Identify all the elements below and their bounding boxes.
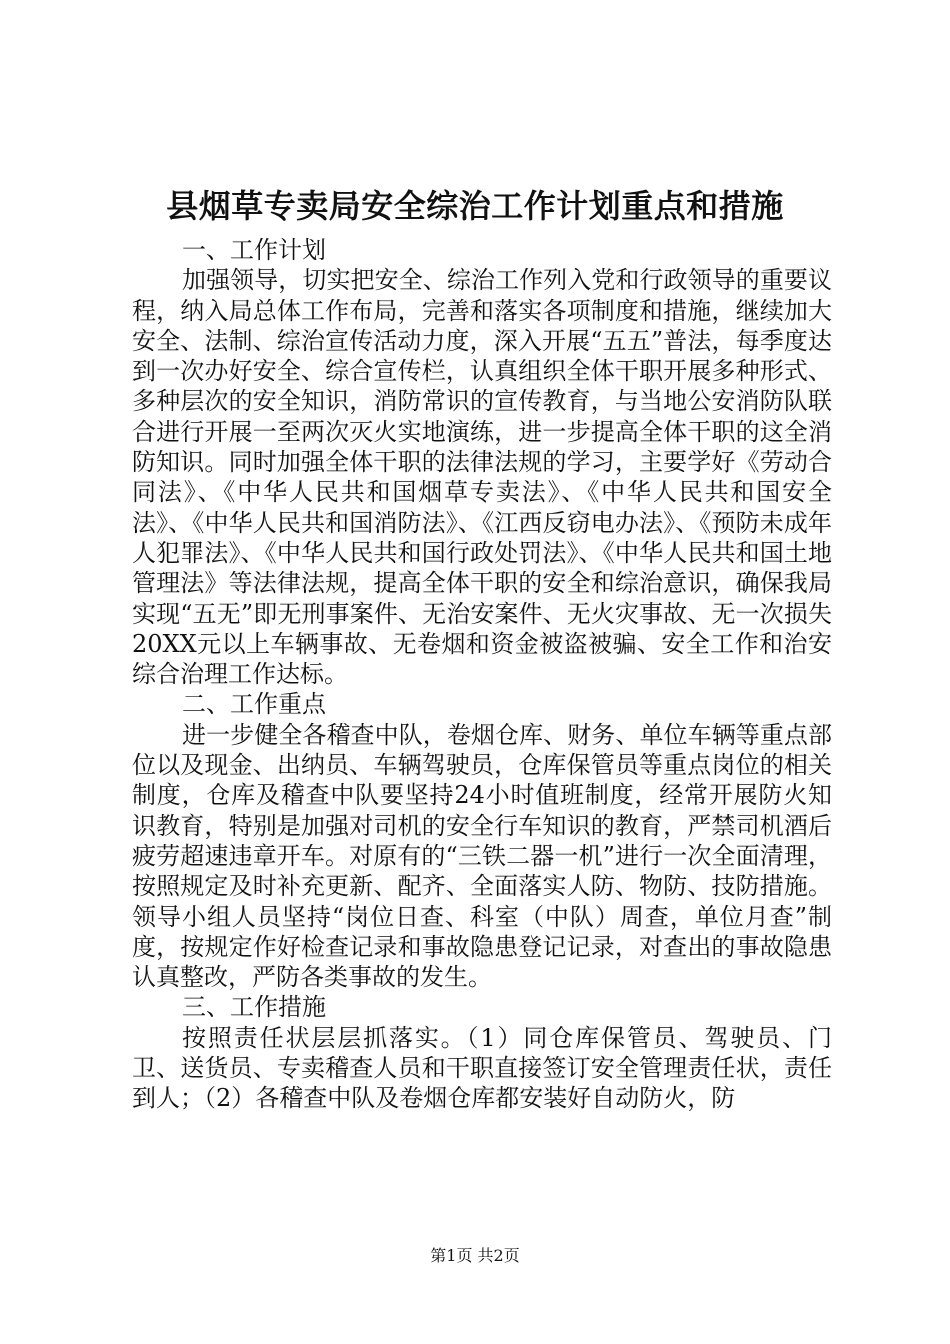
section-heading-plan: 一、工作计划 [182,236,326,264]
section-paragraph-measures: 按照责任状层层抓落实。（1）同仓库保管员、驾驶员、门卫、送货员、专卖稽查人员和干职直接签订安全管理责任状，责任到人；（2）各稽查中队及卷烟仓库都安装好自动防火，防 [132,1023,832,1113]
document-title: 县烟草专卖局安全综治工作计划重点和措施 [166,187,784,225]
section-heading-measures: 三、工作措施 [182,993,326,1022]
section-paragraph-plan: 加强领导，切实把安全、综治工作列入党和行政领导的重要议程，纳入局总体工作布局，完善和落实各项制度和措施，继续加大安全、法制、综治宣传活动力度，深入开展“五五”普法，每季度达到一次办好安全、综合宣传栏，认真组织全体干职开展多种形式、多种层次的安全知识，消防常识的宣传教育，与当地公安消防队联合进行开展一至两次灭火实地演练，进一步提高全体干职的这全消防知识。同时加强全体干职的法律法规的学习，主要学好《劳动合同法》、《中华人民共和国烟草专卖法》、《中华人民共和国安全法》、《中华人民共和国消防法》、《江西反窃电办法》、《预防未成年人犯罪法》、《中华人民共和国行政处罚法》、《中华人民共和国土地管理法》等法律法规，提高全体干职的安全和综治意识，确保我局实现“五无”即无刑事案件、无治安案件、无火灾事故、无一次损失20XX元以上车辆事故、无卷烟和资金被盗被骗、安全工作和治安综合治理工作达标。 [132,266,832,689]
page-number-footer: 第1页 共2页 [430,1246,520,1265]
section-paragraph-focus: 进一步健全各稽查中队，卷烟仓库、财务、单位车辆等重点部位以及现金、出纳员、车辆驾驶员，仓库保管员等重点岗位的相关制度，仓库及稽查中队要坚持24小时值班制度，经常开展防火知识教育，特别是加强对司机的安全行车知识的教育，严禁司机酒后疲劳超速违章开车。对原有的“三铁二器一机”进行一次全面清理，按照规定及时补充更新、配齐、全面落实人防、物防、技防措施。领导小组人员坚持“岗位日查、科室（中队）周查，单位月查”制度，按规定作好检查记录和事故隐患登记记录，对查出的事故隐患认真整改，严防各类事故的发生。 [132,720,832,992]
section-heading-focus: 二、工作重点 [182,690,326,719]
document-body [132,235,832,1114]
